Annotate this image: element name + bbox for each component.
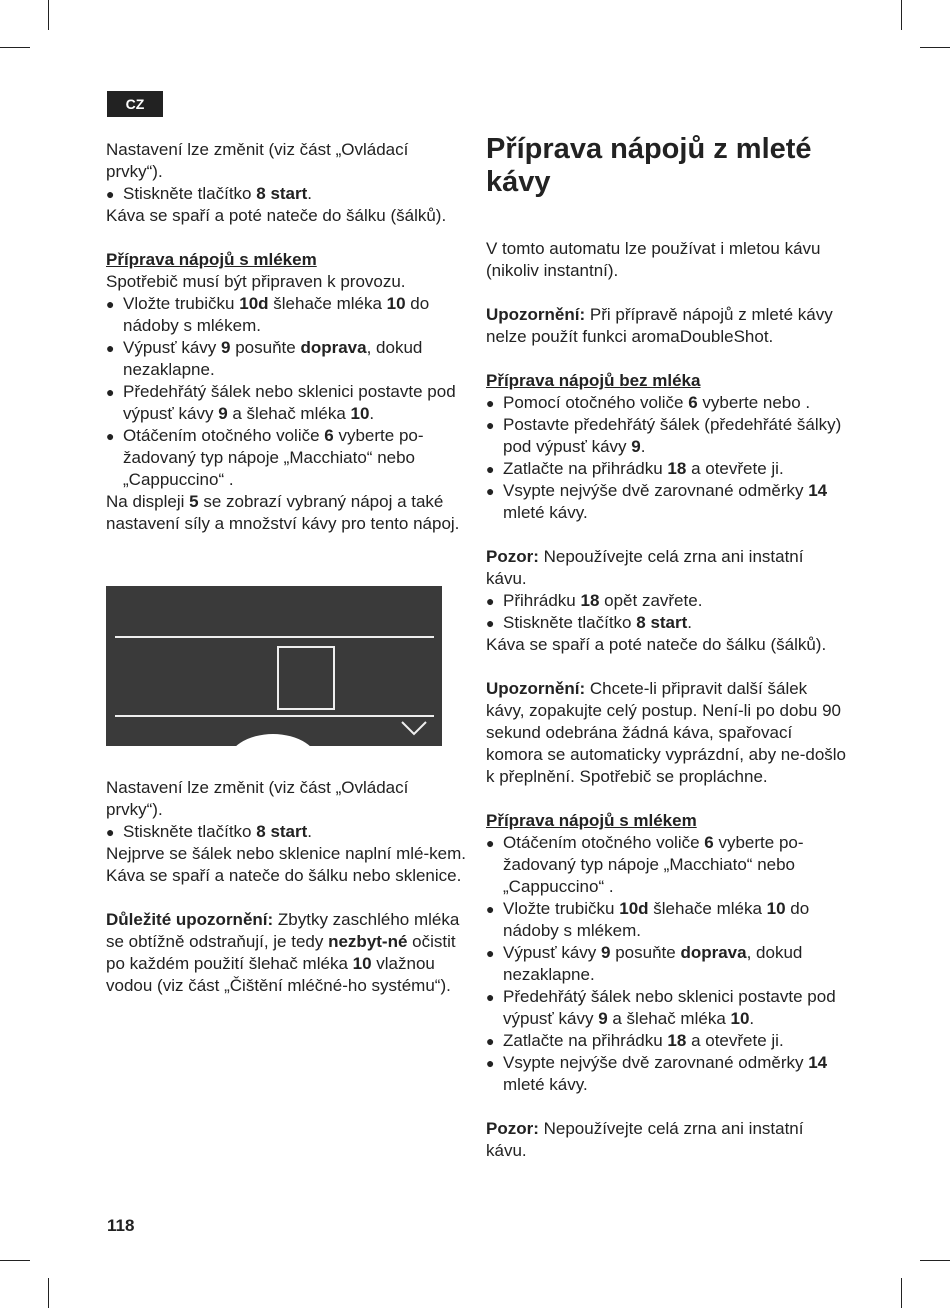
bullet-item: ● Vložte trubičku 10d šlehače mléka 10 do nádoby s mlékem. bbox=[106, 293, 466, 337]
bullet-item: ● Předehřátý šálek nebo sklenici postavte pod výpusť kávy 9 a šlehač mléka 10. bbox=[106, 381, 466, 425]
page-number: 118 bbox=[107, 1216, 135, 1235]
language-tab: CZ bbox=[107, 91, 163, 117]
crop-mark bbox=[920, 47, 950, 48]
paragraph: V tomto automatu lze používat i mletou kávu (nikoliv instantní). bbox=[486, 239, 821, 280]
caution: Pozor: Nepoužívejte celá zrna ani instatní kávu. bbox=[486, 547, 804, 588]
paragraph: Káva se spaří a poté nateče do šálku (šálků). bbox=[486, 635, 827, 654]
bullet-item: ● Stiskněte tlačítko 8 start. bbox=[106, 183, 466, 205]
page-title: Příprava nápojů z mleté kávy bbox=[486, 133, 812, 198]
crop-mark bbox=[48, 1278, 49, 1308]
bullet-item: ● Postavte předehřátý šálek (předehřáté šálky) pod výpusť kávy 9. bbox=[486, 414, 848, 458]
crop-mark bbox=[920, 1260, 950, 1261]
crop-mark bbox=[901, 1278, 902, 1308]
left-column-bottom bbox=[106, 777, 466, 997]
bullet-item: ● Vložte trubičku 10d šlehače mléka 10 do nádoby s mlékem. bbox=[486, 898, 848, 942]
bullet-item: ● Zatlačte na přihrádku 18 a otevřete ji. bbox=[486, 458, 848, 480]
paragraph: Spotřebič musí být připraven k provozu. bbox=[106, 272, 406, 291]
bullet-item: ● Vsypte nejvýše dvě zarovnané odměrky 14 mleté kávy. bbox=[486, 480, 848, 524]
bullet-item: ● Vsypte nejvýše dvě zarovnané odměrky 14 mleté kávy. bbox=[486, 1052, 848, 1096]
bullet-item: ● Zatlačte na přihrádku 18 a otevřete ji. bbox=[486, 1030, 848, 1052]
section-heading: Příprava nápojů s mlékem bbox=[486, 811, 697, 830]
display-line bbox=[115, 715, 434, 717]
display-selection-box bbox=[277, 646, 335, 710]
crop-mark bbox=[901, 0, 902, 30]
bullet-item: ● Otáčením otočného voliče 6 vyberte po-žadovaný typ nápoje „Macchiato“ nebo „Cappuccino“ . bbox=[106, 425, 466, 491]
paragraph: Na displeji 5 se zobrazí vybraný nápoj a také nastavení síly a množství kávy pro tento nápoj. bbox=[106, 492, 460, 533]
section-heading: Příprava nápojů s mlékem bbox=[106, 250, 317, 269]
crop-mark bbox=[0, 47, 30, 48]
bullet-item: ● Přihrádku 18 opět zavřete. bbox=[486, 590, 848, 612]
bullet-item: ● Stiskněte tlačítko 8 start. bbox=[486, 612, 848, 634]
left-column-top bbox=[106, 139, 466, 535]
crop-mark bbox=[48, 0, 49, 30]
notice: Upozornění: Chcete-li připravit další šálek kávy, zopakujte celý postup. Není-li po dobu 90 sekund odebrána žádná káva, spařovací komora se automaticky vyprázdní, aby ne-došlo k přeplnění. Spotřebič se propláchne. bbox=[486, 679, 847, 786]
chevron-down-icon bbox=[400, 719, 428, 737]
paragraph: Nastavení lze změnit (viz část „Ovládací prvky“). bbox=[106, 140, 409, 181]
display-line bbox=[115, 636, 434, 638]
bullet-item: ● Výpusť kávy 9 posuňte doprava, dokud nezaklapne. bbox=[486, 942, 848, 986]
bullet-item: ● Výpusť kávy 9 posuňte doprava, dokud nezaklapne. bbox=[106, 337, 466, 381]
paragraph: Káva se spaří a poté nateče do šálku (šálků). bbox=[106, 206, 447, 225]
paragraph: Nastavení lze změnit (viz část „Ovládací prvky“). bbox=[106, 778, 409, 819]
paragraph: Nejprve se šálek nebo sklenice naplní mlé-kem. Káva se spaří a nateče do šálku nebo sklenice. bbox=[106, 844, 467, 885]
bullet-item: ● Otáčením otočného voliče 6 vyberte po-žadovaný typ nápoje „Macchiato“ nebo „Cappuccino“ . bbox=[486, 832, 848, 898]
caution: Pozor: Nepoužívejte celá zrna ani instatní kávu. bbox=[486, 1119, 804, 1160]
crop-mark bbox=[0, 1260, 30, 1261]
bullet-item: ● Pomocí otočného voliče 6 vyberte nebo . bbox=[486, 392, 848, 414]
right-column bbox=[486, 133, 848, 1162]
bullet-item: ● Předehřátý šálek nebo sklenici postavte pod výpusť kávy 9 a šlehač mléka 10. bbox=[486, 986, 848, 1030]
bullet-item: ● Stiskněte tlačítko 8 start. bbox=[106, 821, 466, 843]
section-heading: Příprava nápojů bez mléka bbox=[486, 371, 701, 390]
display-illustration bbox=[106, 586, 442, 746]
notice: Upozornění: Při přípravě nápojů z mleté kávy nelze použít funkci aromaDoubleShot. bbox=[486, 305, 833, 346]
display-knob-arc bbox=[227, 734, 319, 746]
important-note: Důležité upozornění: Zbytky zaschlého mléka se obtížně odstraňují, je tedy nezbyt-né očistit po každém použití šlehač mléka 10 vlažnou vodou (viz část „Čištění mléčné-ho systému“). bbox=[106, 910, 460, 995]
